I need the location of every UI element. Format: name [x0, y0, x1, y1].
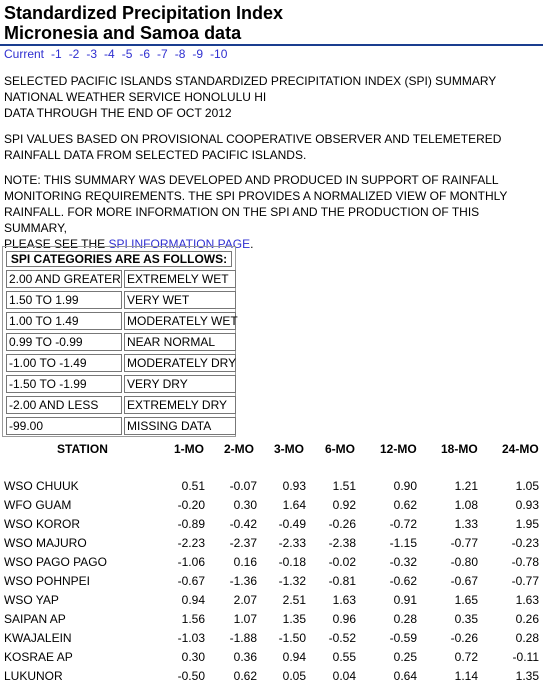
spi-value: -0.50: [177, 669, 205, 683]
category-range: -1.00 TO -1.49: [6, 354, 122, 372]
basis-line: SPI VALUES BASED ON PROVISIONAL COOPERATIVE OBSERVER AND TELEMETERED: [4, 132, 502, 146]
spi-value: 1.07: [233, 612, 257, 626]
table-row: [0, 611, 549, 627]
spi-value: -0.67: [450, 574, 478, 588]
col-header-station: STATION: [57, 442, 108, 456]
table-row: [0, 668, 549, 684]
spi-value: -1.32: [278, 574, 306, 588]
spi-value: 0.90: [393, 479, 417, 493]
station-name: WSO YAP: [4, 593, 59, 607]
spi-value: 1.35: [282, 612, 306, 626]
spi-value: 0.94: [282, 650, 306, 664]
intro-line: SELECTED PACIFIC ISLANDS STANDARDIZED PRECIPITATION INDEX (SPI) SUMMARY: [4, 74, 497, 88]
note-line: RAINFALL. FOR MORE INFORMATION ON THE SPI AND THE PRODUCTION OF THIS SUMMARY,: [4, 205, 480, 235]
col-header-18mo: 18-MO: [441, 442, 478, 456]
category-range: -2.00 AND LESS: [6, 396, 122, 414]
station-name: KOSRAE AP: [4, 650, 73, 664]
category-range: 2.00 AND GREATER: [6, 270, 122, 288]
spi-value: 1.65: [454, 593, 478, 607]
intro-line: DATA THROUGH THE END OF OCT 2012: [4, 106, 232, 120]
spi-value: 0.64: [393, 669, 417, 683]
spi-value: -0.89: [177, 517, 205, 531]
intro-paragraph: [4, 73, 544, 121]
spi-value: -2.37: [229, 536, 257, 550]
category-label: VERY WET: [124, 291, 236, 309]
spi-value: 0.92: [332, 498, 356, 512]
spi-value: -0.26: [450, 631, 478, 645]
spi-value: -0.18: [278, 555, 306, 569]
category-label: MISSING DATA: [124, 417, 236, 435]
spi-value: -0.67: [177, 574, 205, 588]
spi-value: -0.81: [328, 574, 356, 588]
col-header-1mo: 1-MO: [174, 442, 204, 456]
note-line: MONITORING REQUIREMENTS. THE SPI PROVIDES A NORMALIZED VIEW OF MONTHLY: [4, 189, 508, 203]
spi-value: -0.26: [328, 517, 356, 531]
table-row: [0, 592, 549, 608]
col-header-24mo: 24-MO: [502, 442, 539, 456]
spi-value: -0.49: [278, 517, 306, 531]
col-header-2mo: 2-MO: [224, 442, 254, 456]
spi-value: 0.93: [282, 479, 306, 493]
spi-value: 1.33: [454, 517, 478, 531]
nav-link-minus-6[interactable]: -6: [139, 47, 151, 61]
spi-value: 1.21: [454, 479, 478, 493]
category-label: MODERATELY DRY: [124, 354, 236, 372]
nav-link-minus-8[interactable]: -8: [174, 47, 186, 61]
spi-value: 0.93: [515, 498, 539, 512]
spi-value: 1.95: [515, 517, 539, 531]
spi-value: 0.62: [393, 498, 417, 512]
spi-value: -0.02: [328, 555, 356, 569]
nav-link-minus-4[interactable]: -4: [104, 47, 115, 61]
spi-value: 0.96: [332, 612, 356, 626]
category-label: EXTREMELY WET: [124, 270, 236, 288]
spi-value: 0.30: [181, 650, 205, 664]
nav-link-minus-1[interactable]: -1: [51, 47, 62, 61]
spi-value: 0.05: [282, 669, 306, 683]
spi-value: 0.91: [393, 593, 417, 607]
spi-value: 1.63: [515, 593, 539, 607]
spi-value: -0.11: [512, 650, 539, 664]
spi-value: 0.55: [332, 650, 356, 664]
spi-value: 0.94: [181, 593, 205, 607]
category-range: 1.00 TO 1.49: [6, 312, 122, 330]
nav-link-minus-2[interactable]: -2: [68, 47, 80, 61]
spi-value: 0.35: [454, 612, 478, 626]
basis-paragraph: [4, 131, 544, 163]
spi-value: -1.15: [389, 536, 417, 550]
spi-value: 0.30: [233, 498, 257, 512]
nav-link-minus-7[interactable]: -7: [157, 47, 168, 61]
note-text: .: [250, 237, 254, 251]
spi-information-link[interactable]: SPI INFORMATION PAGE: [108, 237, 251, 251]
nav-link-minus-3[interactable]: -3: [86, 47, 98, 61]
spi-value: 0.26: [515, 612, 539, 626]
col-header-6mo: 6-MO: [325, 442, 355, 456]
spi-value: 2.51: [282, 593, 306, 607]
nav-link-minus-9[interactable]: -9: [192, 47, 204, 61]
spi-value: 0.72: [454, 650, 478, 664]
station-name: WSO MAJURO: [4, 536, 87, 550]
category-label: VERY DRY: [124, 375, 236, 393]
note-paragraph: [4, 172, 544, 252]
spi-value: -2.38: [328, 536, 356, 550]
spi-value: -0.59: [389, 631, 417, 645]
category-range: 0.99 TO -0.99: [6, 333, 122, 351]
spi-value: -1.06: [177, 555, 205, 569]
spi-categories-table: [2, 246, 236, 437]
spi-value: -1.50: [278, 631, 306, 645]
spi-value: 1.63: [332, 593, 356, 607]
spi-value: 0.16: [233, 555, 257, 569]
station-name: WFO GUAM: [4, 498, 72, 512]
page-title: Standardized Precipitation Index: [4, 3, 284, 23]
category-label: NEAR NORMAL: [124, 333, 236, 351]
note-text: PLEASE SEE THE: [4, 237, 109, 251]
spi-value: -1.03: [177, 631, 205, 645]
category-label: EXTREMELY DRY: [124, 396, 236, 414]
station-name: WSO PAGO PAGO: [4, 555, 107, 569]
spi-value: -0.78: [511, 555, 539, 569]
station-name: SAIPAN AP: [4, 612, 66, 626]
table-row: [0, 630, 549, 646]
spi-value: -0.72: [389, 517, 417, 531]
spi-value: 0.36: [233, 650, 257, 664]
page-subtitle: Micronesia and Samoa data: [4, 23, 242, 43]
category-range: -99.00: [6, 417, 122, 435]
table-row: [0, 478, 549, 494]
station-name: LUKUNOR: [4, 669, 63, 683]
spi-value: 1.56: [181, 612, 205, 626]
spi-value: -1.36: [229, 574, 257, 588]
spi-value: -0.42: [229, 517, 257, 531]
spi-value: -1.88: [229, 631, 257, 645]
category-range: 1.50 TO 1.99: [6, 291, 122, 309]
col-header-12mo: 12-MO: [380, 442, 417, 456]
spi-value: -2.33: [278, 536, 306, 550]
spi-value: -0.07: [229, 479, 257, 493]
spi-value: -0.77: [511, 574, 539, 588]
spi-value: 1.08: [454, 498, 478, 512]
station-name: KWAJALEIN: [4, 631, 72, 645]
title-divider: [0, 44, 543, 46]
spi-value: 1.05: [515, 479, 539, 493]
spi-value: 0.28: [393, 612, 417, 626]
spi-value: -0.62: [389, 574, 417, 588]
spi-value: 1.64: [282, 498, 306, 512]
nav-link-minus-5[interactable]: -5: [121, 47, 133, 61]
spi-value: -0.20: [177, 498, 205, 512]
col-header-3mo: 3-MO: [274, 442, 304, 456]
spi-value: 0.51: [181, 479, 205, 493]
station-name: WSO KOROR: [4, 517, 81, 531]
nav-link-current[interactable]: Current: [4, 47, 45, 61]
basis-line: RAINFALL DATA FROM SELECTED PACIFIC ISLANDS.: [4, 148, 307, 162]
table-row: [0, 535, 549, 551]
table-row: [0, 649, 549, 665]
category-range: -1.50 TO -1.99: [6, 375, 122, 393]
station-name: WSO CHUUK: [4, 479, 79, 493]
spi-value: -0.32: [389, 555, 417, 569]
note-line: NOTE: THIS SUMMARY WAS DEVELOPED AND PRODUCED IN SUPPORT OF RAINFALL: [4, 173, 499, 187]
spi-value: 1.51: [332, 479, 356, 493]
spi-value: 0.62: [233, 669, 257, 683]
table-row: [0, 554, 549, 570]
spi-value: 0.25: [393, 650, 417, 664]
nav-link-minus-10[interactable]: -10: [210, 47, 228, 61]
period-nav: [4, 47, 234, 62]
category-label: MODERATELY WET: [124, 312, 236, 330]
spi-value: -2.23: [177, 536, 205, 550]
spi-value: -0.52: [328, 631, 356, 645]
spi-value: -0.80: [450, 555, 478, 569]
intro-line: NATIONAL WEATHER SERVICE HONOLULU HI: [4, 90, 267, 104]
station-name: WSO POHNPEI: [4, 574, 91, 588]
table-row: [0, 516, 549, 532]
table-row: [0, 573, 549, 589]
spi-value: 0.28: [515, 631, 539, 645]
categories-heading: SPI CATEGORIES ARE AS FOLLOWS:: [6, 251, 232, 267]
spi-value: -0.23: [511, 536, 539, 550]
spi-value: -0.77: [450, 536, 478, 550]
spi-value: 1.35: [515, 669, 539, 683]
spi-value: 2.07: [233, 593, 257, 607]
table-row: [0, 497, 549, 513]
spi-value: 0.04: [332, 669, 356, 683]
spi-value: 1.14: [454, 669, 478, 683]
